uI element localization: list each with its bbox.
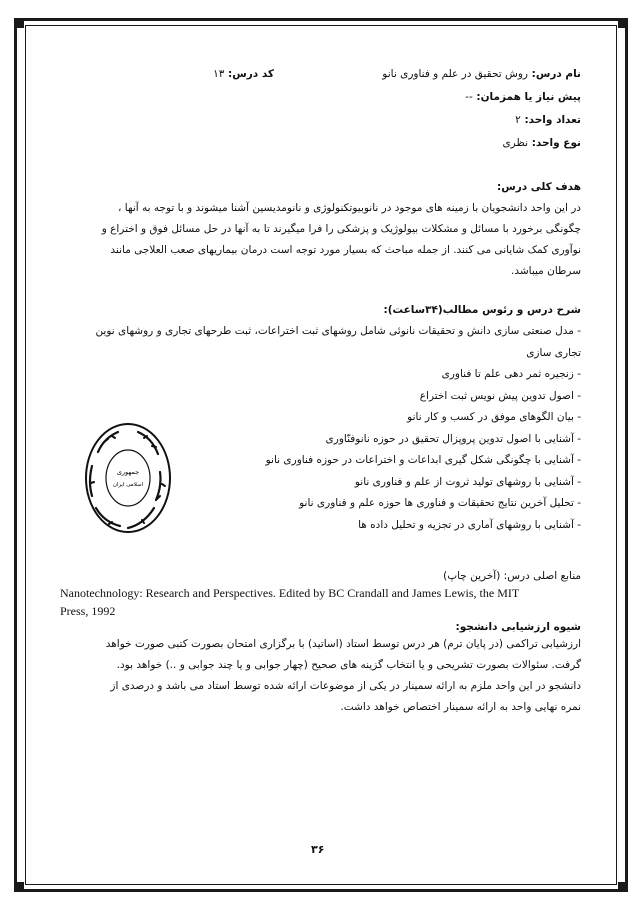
assessment-paragraph xyxy=(61,634,581,718)
course-name-label: نام درس: xyxy=(531,68,581,80)
prereq-line xyxy=(465,91,581,103)
assessment-line: ارزشیابی تراکمی (در پایان ترم) هر درس توسط استاد (اساتید) با برگزاری امتحان بصورت کتبی صورت خواهد xyxy=(105,638,581,650)
prereq-label: پیش نیاز یا همزمان: xyxy=(476,91,581,103)
official-seal-stamp xyxy=(84,422,172,534)
border-corner xyxy=(14,882,24,892)
assessment-title: شیوه ارزشیابی دانشجو: xyxy=(455,621,581,633)
topic-item: - زنجیره ثمر دهی علم تا فناوری xyxy=(441,368,581,380)
topic-item: تجاری سازی xyxy=(526,346,581,359)
course-name-line xyxy=(382,68,581,80)
goal-title: هدف کلی درس: xyxy=(497,181,581,193)
goal-paragraph xyxy=(61,198,581,282)
unit-type-line xyxy=(502,137,581,149)
assessment-line: گرفت. سئوالات بصورت تشریحی و یا انتخاب گزینه های صحیح (چهار جوابی و یا چند جوابی و ..) خواهد بود. xyxy=(116,659,581,671)
topic-item: - تحلیل آخرین نتایج تحقیقات و فناوری ها حوزه علم و فناوری نانو xyxy=(299,497,581,509)
units-label: تعداد واحد: xyxy=(524,114,581,126)
reference-line: Press, 1992 xyxy=(60,604,116,618)
units-value: ۲ xyxy=(515,114,521,126)
unit-type-value: نظری xyxy=(502,137,529,149)
course-code-label: کد درس: xyxy=(228,68,274,80)
assessment-line: نمره نهایی واحد به ارائه سمینار اختصاص خواهد داشت. xyxy=(340,701,581,713)
course-code-value: ۱۳ xyxy=(213,68,225,80)
prereq-value: -- xyxy=(465,91,473,103)
units-line xyxy=(515,114,581,126)
topic-item: - آشنایی با روشهای تولید ثروت از علم و فناوری نانو xyxy=(354,475,581,488)
sources-title: منابع اصلی درس: (آخرین چاپ) xyxy=(443,570,581,582)
seal-center-text: جمهوری xyxy=(116,468,140,476)
course-code-line xyxy=(213,68,274,80)
goal-line: در این واحد دانشجویان با زمینه های موجود در نانوبیوتکنولوژی و نانومدیسین آشنا میشوند و با توجه به آنها ، xyxy=(118,202,581,214)
goal-line: سرطان میباشد. xyxy=(510,265,581,277)
topic-item: - بیان الگوهای موفق در کسب و کار نانو xyxy=(407,411,581,423)
seal-center-text: اسلامی ایران xyxy=(112,482,144,488)
topic-item: - مدل صنعتی سازی دانش و تحقیقات نانوئی شامل روشهای ثبت اختراعات، ثبت طرحهای تجاری و روشهای نوین xyxy=(95,325,581,337)
assessment-line: دانشجو در این واحد ملزم به ارائه سمینار در یکی از موضوعات ارائه شده توسط استاد می باشد و درصدی از xyxy=(110,680,581,692)
page-number: ۳۶ xyxy=(311,843,325,856)
topics-title: شرح درس و رئوس مطالب(۳۴ساعت): xyxy=(383,304,581,316)
border-corner xyxy=(14,18,24,28)
topic-item: - اصول تدوین پیش نویس ثبت اختراع xyxy=(419,389,581,402)
topic-item: - آشنایی با چگونگی شکل گیری ابداعات و اختراعات در حوزه فناوری نانو xyxy=(265,454,581,466)
course-name-value: روش تحقیق در علم و فناوری نانو xyxy=(382,68,528,80)
reference-entry xyxy=(60,584,600,620)
border-corner xyxy=(618,18,628,28)
border-corner xyxy=(618,882,628,892)
goal-line: چگونگی برخورد با مسائل و مشکلات بیولوژیک و پزشکی را فرا میگیرند تا به آنها در حل مسائل فوق و اختراع و xyxy=(101,223,581,235)
unit-type-label: نوع واحد: xyxy=(531,137,581,149)
reference-line: Nanotechnology: Research and Perspectives. Edited by BC Crandall and James Lewis, the MIT xyxy=(60,586,520,600)
goal-line: نوآوری کمک شایانی می کنند. از جمله مباحث که بسیار مورد توجه است درمان بیماریهای صعب العلاجی مانند xyxy=(110,244,581,256)
topic-item: - آشنایی با روشهای آماری در تجزیه و تحلیل داده ها xyxy=(358,518,581,531)
topic-item: - آشنایی با اصول تدوین پروپزال تحقیق در حوزه نانوفنّاوری xyxy=(325,432,581,445)
